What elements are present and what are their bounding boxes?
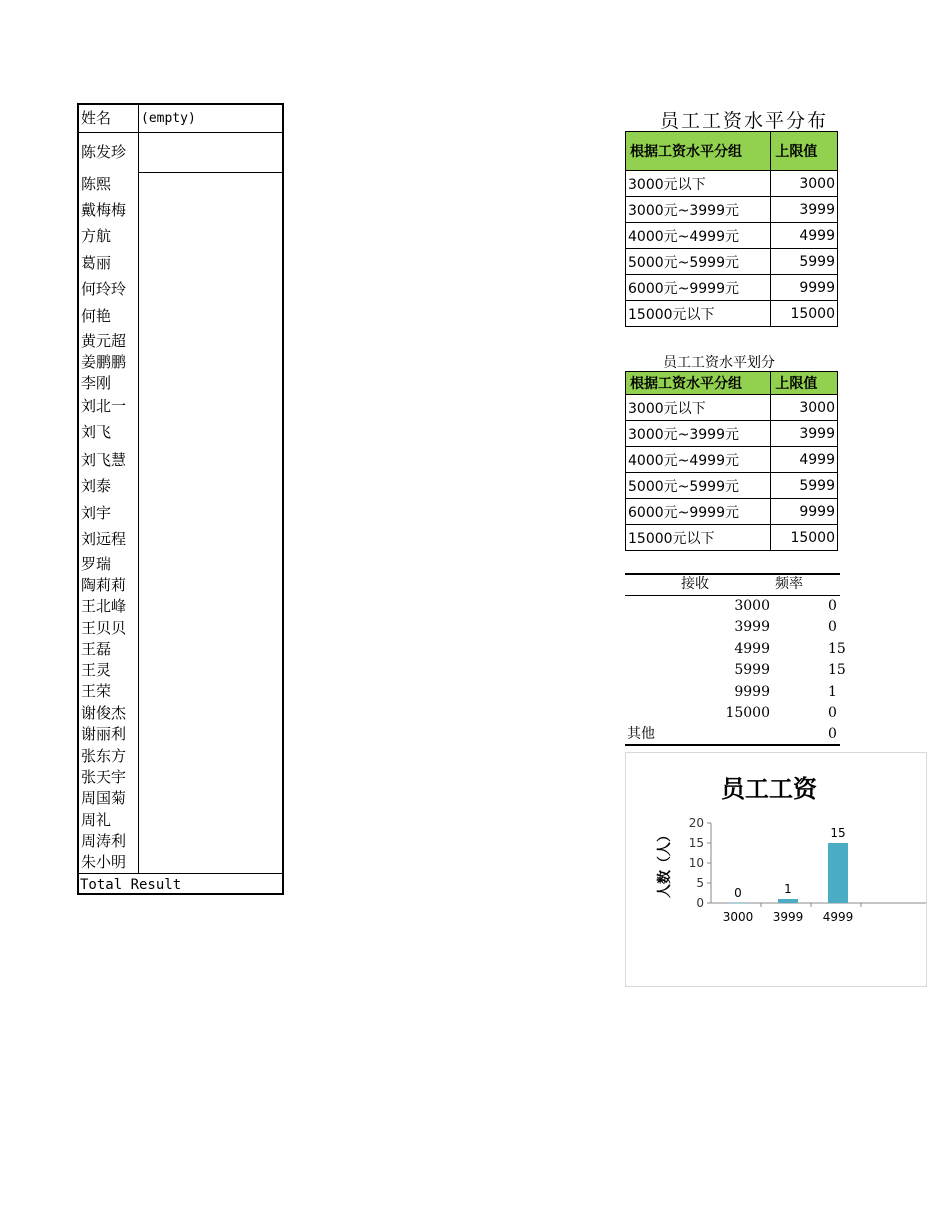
salary-group-table-2 xyxy=(625,371,838,551)
table2-limit-cell[interactable]: 4999 xyxy=(771,447,838,473)
table2-limit-cell[interactable]: 15000 xyxy=(771,525,838,551)
pivot-name-row[interactable]: 王磊 xyxy=(81,640,112,658)
freq-count-cell[interactable]: 15 xyxy=(828,662,846,679)
table1-limit-cell[interactable]: 15000 xyxy=(771,301,838,327)
table2-title: 员工工资水平划分 xyxy=(663,355,775,371)
pivot-name-row[interactable]: 方航 xyxy=(81,227,112,245)
freq-count-cell[interactable]: 0 xyxy=(828,619,837,636)
salary-distribution-chart[interactable] xyxy=(625,752,927,987)
pivot-name-row[interactable]: 罗瑞 xyxy=(81,555,112,573)
pivot-name-row[interactable]: 王北峰 xyxy=(81,597,127,615)
table2-group-cell[interactable]: 6000元~9999元 xyxy=(626,499,771,525)
pivot-name-row[interactable]: 周国菊 xyxy=(81,789,127,807)
chart-y-tick-label: 0 xyxy=(696,896,704,910)
table2-row xyxy=(626,473,838,499)
pivot-name-row[interactable]: 葛丽 xyxy=(81,254,112,272)
pivot-name-row[interactable]: 戴梅梅 xyxy=(81,201,127,219)
table1-group-cell[interactable]: 15000元以下 xyxy=(626,301,771,327)
pivot-name-row[interactable]: 刘飞 xyxy=(81,423,112,441)
freq-row xyxy=(625,660,846,681)
freq-bin-cell[interactable]: 4999 xyxy=(734,640,770,657)
pivot-name-row[interactable]: 刘北一 xyxy=(81,397,127,415)
table1-group-cell[interactable]: 4000元~4999元 xyxy=(626,223,771,249)
table2-group-cell[interactable]: 3000元~3999元 xyxy=(626,421,771,447)
table1-row xyxy=(626,301,838,327)
salary-group-table-1 xyxy=(625,131,838,327)
sheet-right-area xyxy=(620,100,854,1000)
table1-header-limit[interactable]: 上限值 xyxy=(771,132,838,171)
chart-y-tick-label: 5 xyxy=(696,876,704,890)
freq-other-label[interactable]: 其他 xyxy=(627,726,655,742)
pivot-name-row[interactable]: 张东方 xyxy=(81,747,127,765)
pivot-table xyxy=(77,103,284,895)
pivot-header-value[interactable]: (empty) xyxy=(141,111,196,126)
pivot-header-divider xyxy=(79,132,282,133)
freq-bin-cell[interactable]: 9999 xyxy=(734,683,770,700)
chart-canvas xyxy=(626,753,926,986)
table1-row xyxy=(626,171,838,197)
freq-row xyxy=(625,617,840,638)
chart-data-label: 0 xyxy=(734,886,742,900)
table2-group-cell[interactable]: 4000元~4999元 xyxy=(626,447,771,473)
freq-count-cell[interactable]: 0 xyxy=(828,598,837,614)
freq-row xyxy=(625,682,840,703)
pivot-total-result[interactable]: Total Result xyxy=(80,877,182,893)
freq-count-cell[interactable]: 15 xyxy=(828,640,846,657)
pivot-name-row[interactable]: 周礼 xyxy=(81,811,112,829)
table1-title: 员工工资水平分布 xyxy=(660,110,829,132)
pivot-name-row[interactable]: 黄元超 xyxy=(81,332,127,350)
pivot-name-row[interactable]: 谢俊杰 xyxy=(81,704,127,722)
pivot-name-row[interactable]: 朱小明 xyxy=(81,853,127,871)
table1-limit-cell[interactable]: 3000 xyxy=(771,171,838,197)
chart-x-tick-label: 4999 xyxy=(822,910,854,924)
table1-limit-cell[interactable]: 4999 xyxy=(771,223,838,249)
freq-bin-cell[interactable]: 15000 xyxy=(725,705,770,721)
pivot-name-row[interactable]: 陈发珍 xyxy=(81,143,127,161)
table2-header-limit[interactable]: 上限值 xyxy=(771,372,838,395)
table2-header-group[interactable]: 根据工资水平分组 xyxy=(626,372,771,395)
chart-bar xyxy=(828,843,848,903)
table1-limit-cell[interactable]: 3999 xyxy=(771,197,838,223)
pivot-name-row[interactable]: 王灵 xyxy=(81,661,112,679)
pivot-name-row[interactable]: 谢丽利 xyxy=(81,725,127,743)
pivot-column-divider xyxy=(138,105,139,873)
freq-row xyxy=(625,703,840,724)
table2-group-cell[interactable]: 5000元~5999元 xyxy=(626,473,771,499)
chart-y-axis-label: 人数（人） xyxy=(657,828,673,898)
table1-limit-cell[interactable]: 5999 xyxy=(771,249,838,275)
table1-group-cell[interactable]: 3000元以下 xyxy=(626,171,771,197)
pivot-name-row[interactable]: 李刚 xyxy=(81,374,112,392)
pivot-name-row[interactable]: 何艳 xyxy=(81,307,112,325)
freq-bottom-rule xyxy=(625,744,840,746)
table1-header-group[interactable]: 根据工资水平分组 xyxy=(626,132,771,171)
table2-limit-cell[interactable]: 5999 xyxy=(771,473,838,499)
chart-data-label: 15 xyxy=(830,826,846,840)
table2-row xyxy=(626,395,838,421)
chart-data-label: 1 xyxy=(784,882,792,896)
pivot-name-row[interactable]: 刘飞慧 xyxy=(81,451,127,469)
pivot-name-row[interactable]: 刘泰 xyxy=(81,477,112,495)
chart-x-tick-label: 3000 xyxy=(722,910,754,924)
table2-row xyxy=(626,421,838,447)
chart-y-tick-label: 10 xyxy=(688,856,704,870)
table2-row xyxy=(626,447,838,473)
freq-count-cell[interactable]: 0 xyxy=(828,705,837,721)
freq-row xyxy=(625,596,840,617)
table1-group-cell[interactable]: 3000元~3999元 xyxy=(626,197,771,223)
freq-bin-cell[interactable]: 3999 xyxy=(734,619,770,636)
freq-header-row xyxy=(625,574,840,595)
pivot-name-row[interactable]: 周涛利 xyxy=(81,832,127,850)
chart-bar xyxy=(728,903,748,904)
chart-y-tick-label: 15 xyxy=(688,836,704,850)
pivot-total-divider xyxy=(79,873,282,874)
table1-group-cell[interactable]: 6000元~9999元 xyxy=(626,275,771,301)
pivot-header-name[interactable]: 姓名 xyxy=(81,109,112,127)
chart-x-tick-label: 3999 xyxy=(772,910,804,924)
freq-header-bin[interactable]: 接收 xyxy=(681,576,709,592)
pivot-name-row[interactable]: 刘宇 xyxy=(81,504,112,522)
pivot-name-row[interactable]: 王贝贝 xyxy=(81,619,127,637)
pivot-name-row[interactable]: 王荣 xyxy=(81,682,112,700)
table2-limit-cell[interactable]: 9999 xyxy=(771,499,838,525)
table1-row xyxy=(626,275,838,301)
table1-limit-cell[interactable]: 9999 xyxy=(771,275,838,301)
table2-row xyxy=(626,525,838,551)
table2-limit-cell[interactable]: 3000 xyxy=(771,395,838,421)
table1-row xyxy=(626,249,838,275)
table2-group-cell[interactable]: 15000元以下 xyxy=(626,525,771,551)
freq-row xyxy=(625,639,846,660)
freq-other-count[interactable]: 0 xyxy=(828,726,837,742)
pivot-name-row[interactable]: 姜鹏鹏 xyxy=(81,353,127,371)
chart-title: 员工工资 xyxy=(721,775,817,803)
pivot-name-row[interactable]: 陶莉莉 xyxy=(81,576,127,594)
pivot-name-row[interactable]: 刘远程 xyxy=(81,530,127,548)
table1-row xyxy=(626,223,838,249)
chart-y-tick-label: 20 xyxy=(688,816,704,830)
freq-header-count[interactable]: 频率 xyxy=(775,576,803,592)
chart-bar xyxy=(778,899,798,903)
freq-bin-cell[interactable]: 3000 xyxy=(734,598,770,614)
pivot-name-row[interactable]: 何玲玲 xyxy=(81,280,127,298)
table2-group-cell[interactable]: 3000元以下 xyxy=(626,395,771,421)
table1-row xyxy=(626,197,838,223)
freq-count-cell[interactable]: 1 xyxy=(828,683,837,700)
table2-limit-cell[interactable]: 3999 xyxy=(771,421,838,447)
freq-other-row xyxy=(625,724,840,745)
table1-group-cell[interactable]: 5000元~5999元 xyxy=(626,249,771,275)
table2-row xyxy=(626,499,838,525)
pivot-name-row[interactable]: 张天宇 xyxy=(81,768,127,786)
pivot-first-row-divider xyxy=(138,172,282,173)
pivot-name-row[interactable]: 陈熙 xyxy=(81,175,112,193)
freq-bin-cell[interactable]: 5999 xyxy=(734,662,770,679)
